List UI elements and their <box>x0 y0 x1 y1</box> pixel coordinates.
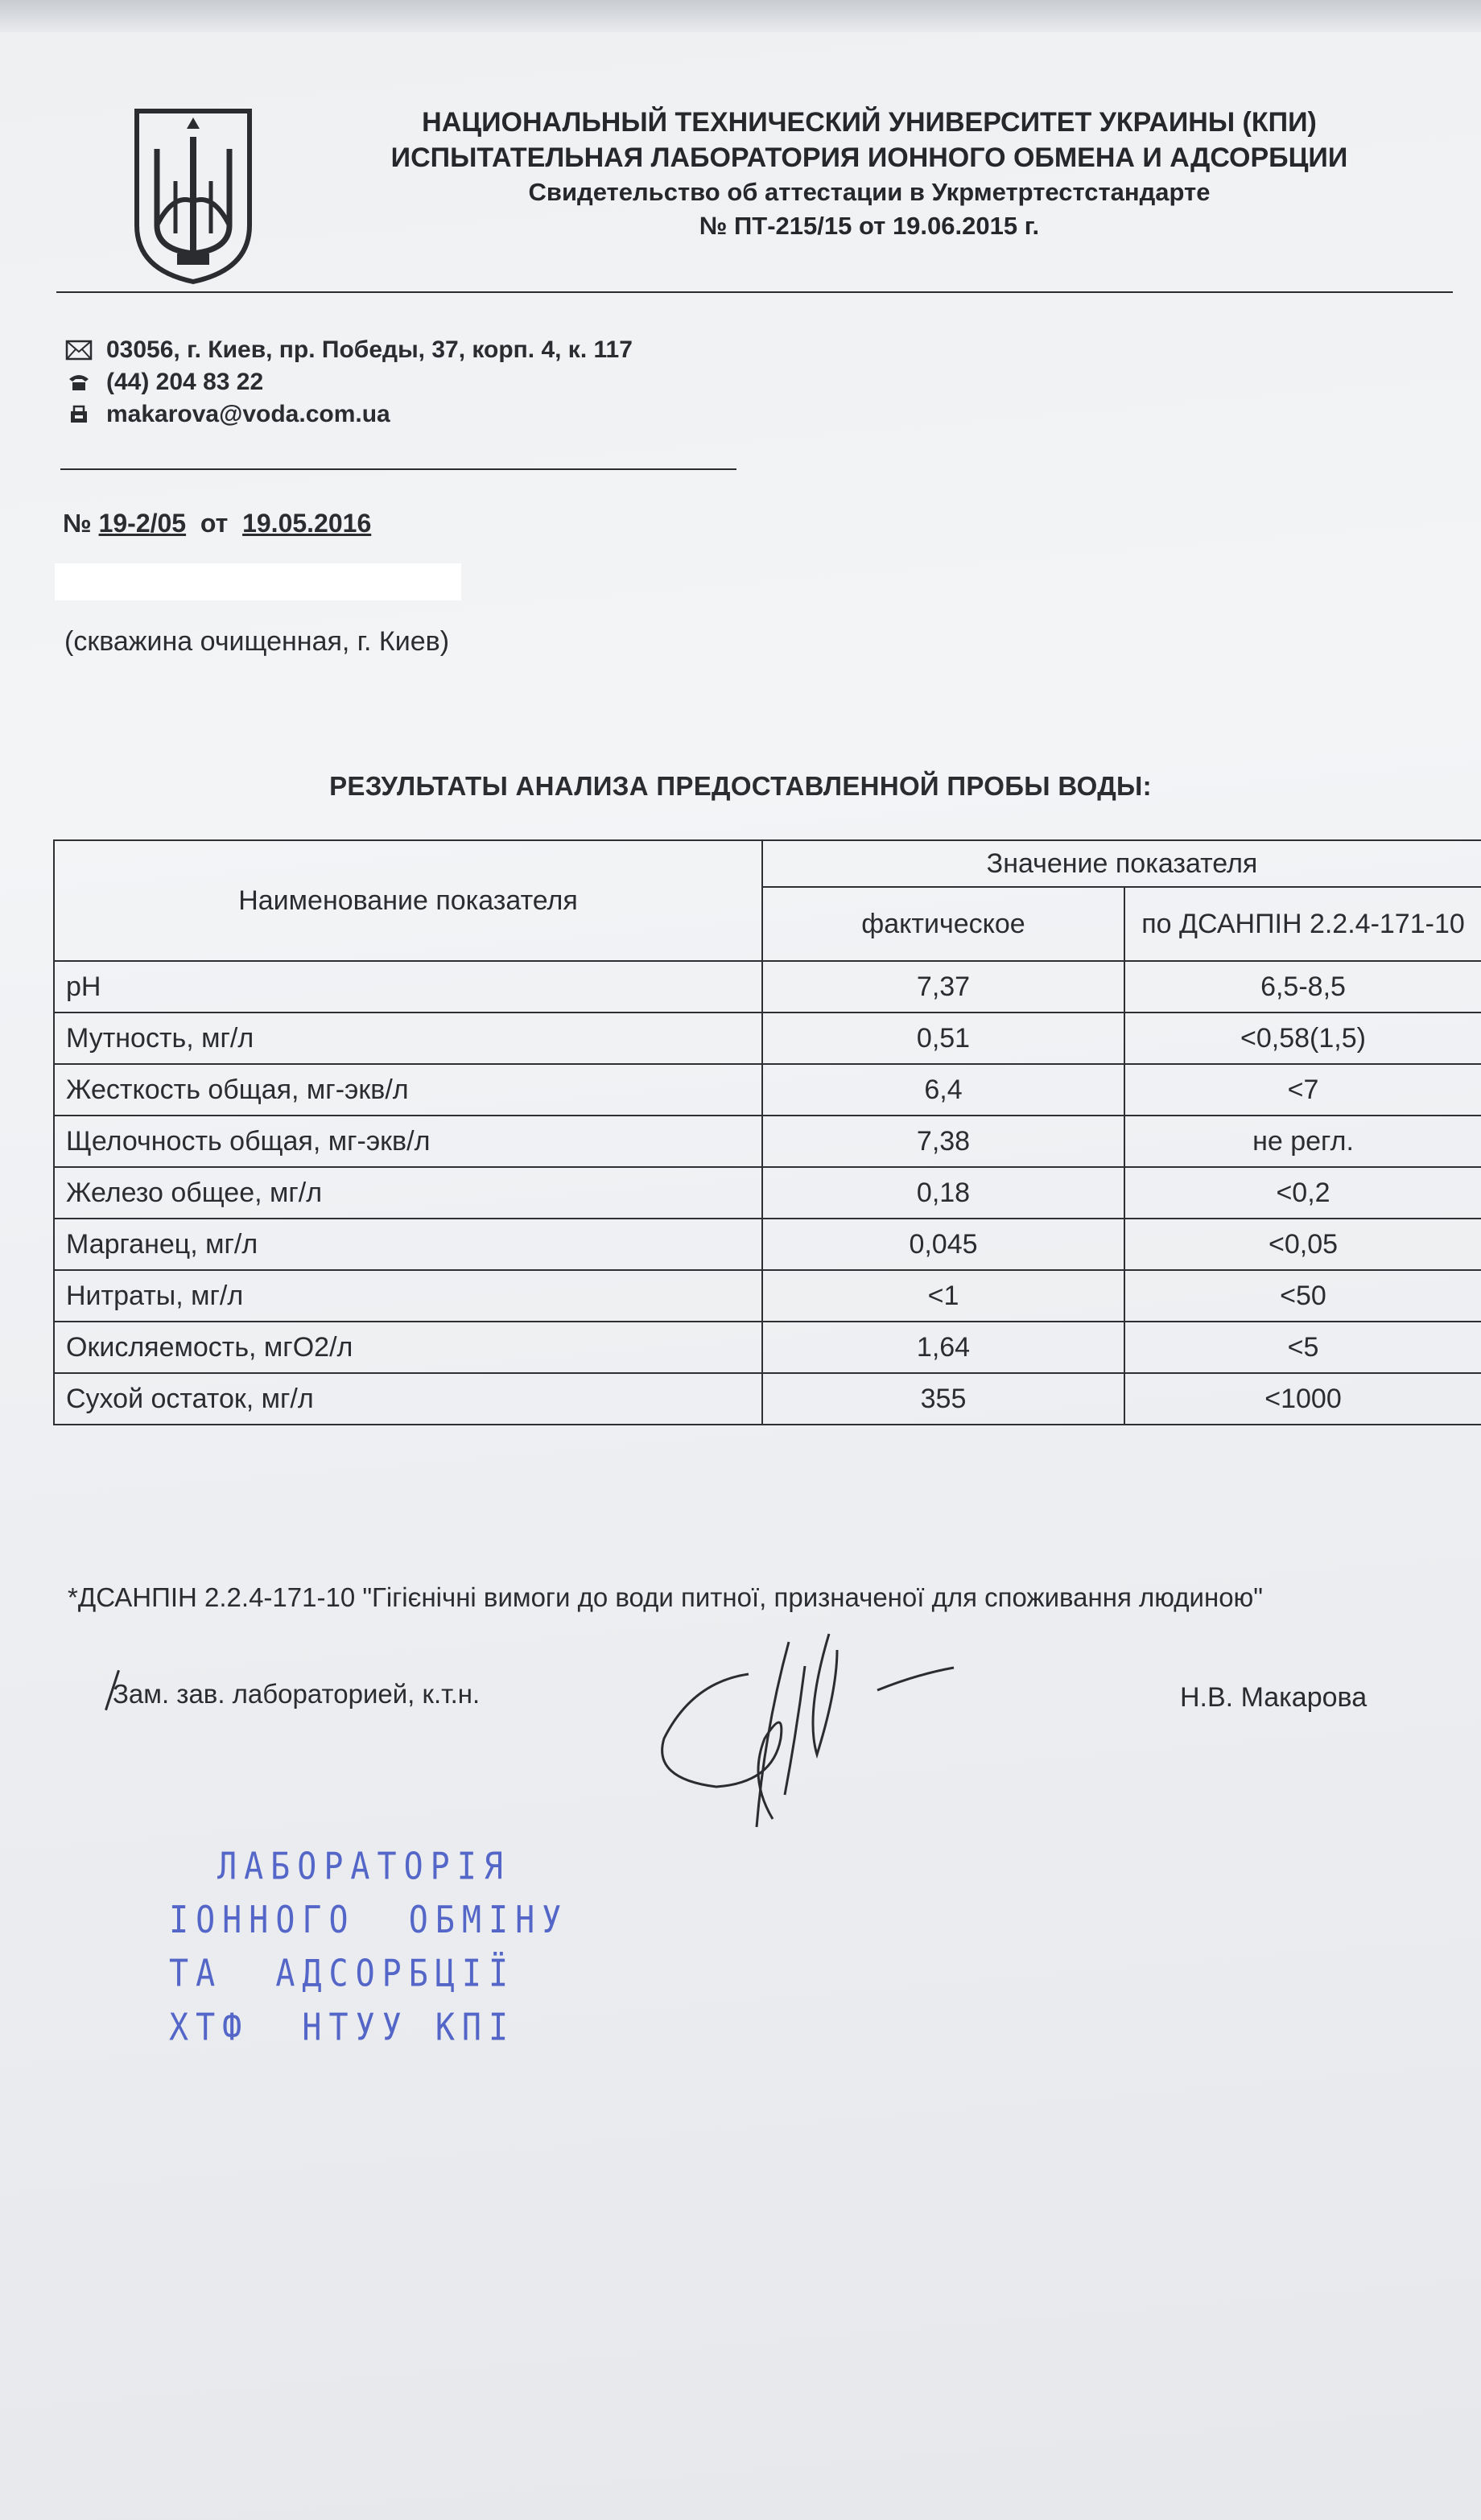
norm-value-cell: <0,58(1,5) <box>1124 1013 1481 1064</box>
contacts-block <box>63 334 633 431</box>
table-row <box>54 1270 1481 1322</box>
norm-value-cell: не регл. <box>1124 1116 1481 1167</box>
envelope-icon <box>63 338 95 362</box>
table-row <box>54 1167 1481 1219</box>
indicator-name-cell: Жесткость общая, мг-экв/л <box>54 1064 762 1116</box>
table-row <box>54 1013 1481 1064</box>
signatory-position: Зам. зав. лабораторией, к.т.н. <box>113 1679 481 1709</box>
doc-no-value: 19-2/05 <box>98 509 187 538</box>
actual-value-cell: 7,37 <box>762 961 1124 1013</box>
page-top-edge <box>0 0 1481 32</box>
actual-value-cell: 7,38 <box>762 1116 1124 1167</box>
doc-date-label: от <box>200 509 229 538</box>
header-indicator-name: Наименование показателя <box>54 840 762 961</box>
certificate-number: № ПТ-215/15 от 19.06.2015 г. <box>699 212 1040 240</box>
handwritten-signature <box>644 1618 982 1843</box>
norm-value-cell: <0,05 <box>1124 1219 1481 1270</box>
indicator-name-cell: Сухой остаток, мг/л <box>54 1373 762 1425</box>
redaction-box <box>55 563 461 600</box>
actual-value-cell: 6,4 <box>762 1064 1124 1116</box>
laboratory-name: ИСПЫТАТЕЛЬНАЯ ЛАБОРАТОРИЯ ИОННОГО ОБМЕНА И АДСОРБЦИИ <box>390 142 1348 173</box>
indicator-name-cell: Мутность, мг/л <box>54 1013 762 1064</box>
email-row <box>63 398 633 431</box>
fax-icon <box>63 402 95 427</box>
results-title: РЕЗУЛЬТАТЫ АНАЛИЗА ПРЕДОСТАВЛЕННОЙ ПРОБЫ ВОДЫ: <box>329 771 1152 801</box>
norm-value-cell: 6,5-8,5 <box>1124 961 1481 1013</box>
actual-value-cell: 1,64 <box>762 1322 1124 1373</box>
norm-value-cell: <50 <box>1124 1270 1481 1322</box>
email-text: makarova@voda.com.ua <box>106 401 390 427</box>
stamp-line-3: ТА АДСОРБЦІЇ <box>169 1953 516 1996</box>
actual-value-cell: 0,51 <box>762 1013 1124 1064</box>
university-name: НАЦИОНАЛЬНЫЙ ТЕХНИЧЕСКИЙ УНИВЕРСИТЕТ УКРАИНЫ (КПИ) <box>422 107 1317 138</box>
contacts-rule <box>60 468 736 470</box>
norm-value-cell: <1000 <box>1124 1373 1481 1425</box>
indicator-name-cell: Щелочность общая, мг-экв/л <box>54 1116 762 1167</box>
table-row <box>54 961 1481 1013</box>
phone-row <box>63 366 633 398</box>
norm-value-cell: <7 <box>1124 1064 1481 1116</box>
table-row <box>54 1373 1481 1425</box>
letterhead <box>306 105 1433 243</box>
indicator-name-cell: Окисляемость, мгО2/л <box>54 1322 762 1373</box>
doc-no-label: № <box>63 509 92 538</box>
actual-value-cell: 0,18 <box>762 1167 1124 1219</box>
actual-value-cell: <1 <box>762 1270 1124 1322</box>
stamp-line-4: ХТФ НТУУ КПІ <box>169 2007 516 2049</box>
header-norm: по ДСАНПІН 2.2.4-171-10 <box>1124 887 1481 961</box>
lab-stamp <box>169 1840 569 2055</box>
signatory-name: Н.В. Макарова <box>1180 1682 1368 1713</box>
table-row <box>54 1322 1481 1373</box>
indicator-name-cell: pH <box>54 961 762 1013</box>
document-number-line <box>63 509 371 538</box>
header-rule <box>56 291 1453 293</box>
address-text: 03056, г. Киев, пр. Победы, 37, корп. 4, к. 117 <box>106 336 633 363</box>
table-row <box>54 1064 1481 1116</box>
header-actual: фактическое <box>762 887 1124 961</box>
norm-value-cell: <5 <box>1124 1322 1481 1373</box>
phone-icon <box>63 370 95 394</box>
norm-value-cell: <0,2 <box>1124 1167 1481 1219</box>
results-table <box>53 839 1481 1425</box>
phone-text: (44) 204 83 22 <box>106 369 264 395</box>
indicator-name-cell: Нитраты, мг/л <box>54 1270 762 1322</box>
header-indicator-value: Значение показателя <box>762 840 1481 887</box>
indicator-name-cell: Марганец, мг/л <box>54 1219 762 1270</box>
doc-date-value: 19.05.2016 <box>242 509 372 538</box>
certificate-line: Свидетельство об аттестации в Укрметртестстандарте <box>528 178 1211 206</box>
stamp-line-2: ІОННОГО ОБМІНУ <box>169 1899 569 1942</box>
table-row <box>54 1219 1481 1270</box>
actual-value-cell: 355 <box>762 1373 1124 1425</box>
trident-crest-icon <box>129 105 258 286</box>
table-row <box>54 1116 1481 1167</box>
footnote: *ДСАНПІН 2.2.4-171-10 "Гігієнічні вимоги до води питної, призначеної для споживання людиною" <box>68 1582 1264 1612</box>
indicator-name-cell: Железо общее, мг/л <box>54 1167 762 1219</box>
address-row <box>63 334 633 366</box>
stamp-line-1: ЛАБОРАТОРІЯ <box>217 1845 510 1888</box>
actual-value-cell: 0,045 <box>762 1219 1124 1270</box>
sample-description: (скважина очищенная, г. Киев) <box>64 626 450 657</box>
